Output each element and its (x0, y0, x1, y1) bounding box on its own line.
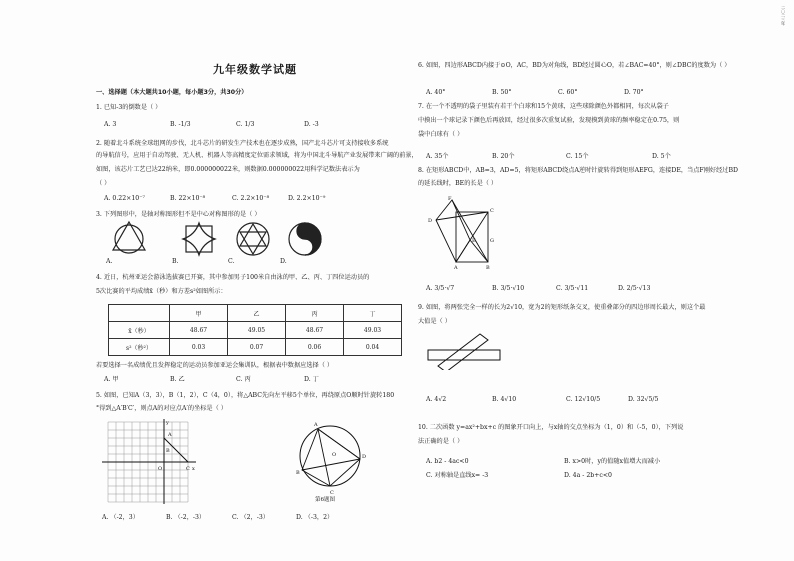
q5-line: 5. 如图，已知A（3，3），B（1，2），C（4，0），将△ABC先向左平移5个单位，再绕原点O顺时针旋转180 (96, 392, 395, 399)
table-row (109, 322, 402, 339)
q7-option-d: D. 5个 (652, 153, 671, 160)
fig-label-d: D (362, 454, 366, 460)
fig-label-c: C (490, 208, 494, 214)
page-title: 九年级数学试题 (213, 63, 297, 76)
q7-option-c: C. 15个 (566, 153, 589, 160)
q2-line: 2. 随着北斗系统全球组网的步伐，北斗芯片的研发生产技术也在逐步成熟，国产北斗芯片可支持接收多系统 (96, 140, 389, 147)
q6-text: 6. 如图，四边形ABCD内接于⊙O，AC，BD为对角线，BD经过圆心O，若∠BAC=40°，则∠DBC的度数为（ ） (418, 62, 731, 69)
q4-option-b: B. 乙 (170, 376, 185, 383)
q9-option-b: B. 4√10 (492, 396, 517, 403)
q6-figure-caption: 第6题图 (315, 497, 335, 503)
q9-strips-figure (424, 330, 504, 370)
table-cell: 49.03 (344, 322, 402, 339)
fig-label-b: B (296, 470, 300, 476)
q3-option-b: B. (172, 258, 179, 265)
q4-followup: 若要选择一名成绩优且发挥稳定的运动员参加亚运会集训队，根据表中数据应选择（ ） (96, 362, 334, 369)
q4-line: 4. 近日，杭州亚运会游泳选拔赛已开赛，其中参加男子100米自由泳的甲、乙、丙、丁四位运动员的 (96, 274, 370, 281)
fig-label-d: D (428, 218, 433, 224)
table-cell: 0.04 (344, 339, 402, 356)
q3-text: 3. 下列图形中，是轴对称图形但不是中心对称图形的是（ ） (96, 211, 261, 218)
table-cell: 0.03 (170, 339, 228, 356)
q8-option-d: D. 2/5·√13 (618, 285, 651, 292)
q6-option-d: D. 70° (624, 89, 644, 96)
q2-option-c: C. 2.2×10⁻⁸ (232, 195, 270, 202)
q3-fig-d (289, 223, 321, 255)
fig-label-o: O (332, 452, 337, 458)
q3-figures (110, 220, 340, 262)
section-heading: 一、选择题（本大题共10小题，每小题3分，共30分） (96, 89, 248, 96)
side-note: 二〇二三年 (781, 5, 785, 26)
q5-option-c: C. （2，-3） (232, 514, 269, 521)
q8-line: 的延长线时，BE的长是（ ） (418, 180, 498, 187)
fig-label-g: G (490, 238, 494, 244)
table-header (109, 305, 170, 322)
fig-label-f: F (448, 196, 452, 202)
q3-option-a: A. (106, 258, 113, 265)
q8-option-c: C. 3/5·√11 (556, 285, 589, 292)
q7-option-b: B. 20个 (492, 153, 515, 160)
q6-circle-figure (294, 416, 366, 496)
table-row (109, 305, 402, 322)
table-cell: 49.05 (228, 322, 286, 339)
q8-option-a: A. 3/5·√7 (426, 285, 455, 292)
q4-option-a: A. 甲 (104, 376, 119, 383)
q9-option-d: D. 32√5/5 (628, 396, 659, 403)
q1-option-d: D. -3 (304, 121, 319, 128)
table-header: 乙 (228, 305, 286, 322)
q4-option-d: D. 丁 (304, 376, 319, 383)
q10-line: 法正确的是（ ） (418, 438, 464, 445)
q10-option-c: C. 对称轴是直线x= -3 (426, 472, 489, 479)
table-cell: s²（秒²） (109, 339, 170, 356)
fig-label-b: B (166, 448, 170, 454)
fig-label-y: y (166, 420, 169, 426)
fig-label-e: E (472, 238, 476, 244)
q8-line: 8. 在矩形ABCD中，AB=3，AD=5，将矩形ABCD绕点A逆时针旋转得到矩形AEFG，连接DE，当点F刚好经过BD (418, 167, 738, 174)
q7-option-a: A. 35个 (426, 153, 449, 160)
fig-label-a: A (168, 432, 172, 438)
table-cell: 48.67 (286, 322, 344, 339)
q2-option-d: D. 2.2×10⁻⁹ (288, 195, 326, 202)
q3-option-c: C. (228, 258, 235, 265)
fig-label-c: C (186, 466, 190, 472)
q9-option-a: A. 4√2 (426, 396, 447, 403)
q2-line: 的导航信号，应用于自动驾驶、无人机、机器人等高精度定位需求领域，将为中国北斗导航产业发展带来广阔的前景， (96, 152, 418, 159)
q3-fig-c (237, 223, 269, 255)
q4-line: 5次比赛的平均成绩x̄（秒）和方差s²如图所示： (96, 288, 227, 295)
table-header: 丁 (344, 305, 402, 322)
q4-option-c: C. 丙 (236, 376, 251, 383)
q10-option-d: D. 4a - 2b+c<0 (564, 472, 612, 479)
q8-option-b: B. 3/5·√10 (492, 285, 525, 292)
fig-label-c: C (330, 490, 334, 496)
q2-line: （ ） (96, 180, 111, 187)
q10-line: 10. 二次函数 y=ax²+bx+c 的图象开口向上，与x轴的交点坐标为（1，0）和（-5，0），下列说 (418, 424, 684, 431)
table-row (109, 339, 402, 356)
q6-option-c: C. 60° (558, 89, 578, 96)
fig-label-x: x (192, 466, 195, 472)
q2-line: 如图，该芯片工艺已达22纳米，即0.000000022米，则数据0.000000022用科学记数法表示为 (96, 166, 360, 173)
table-cell: 0.06 (286, 339, 344, 356)
q3-fig-b (183, 223, 215, 255)
fig-label-a: A (454, 265, 458, 270)
q9-option-c: C. 12√10/5 (566, 396, 601, 403)
q7-line: 袋中白球有（ ） (418, 131, 464, 138)
q9-line: 大值是（ ） (418, 318, 451, 325)
q2-option-a: A. 0.22×10⁻⁷ (104, 195, 145, 202)
fig-label-a: A (314, 422, 318, 428)
q10-option-b: B. x>0时，y的值随x值增大而减小 (564, 458, 661, 465)
q7-line: 7. 在一个不透明的袋子里装有若干个白球和15个黄球，这些球除颜色外都相同，每次从袋子 (418, 103, 669, 110)
q6-option-b: B. 50° (492, 89, 512, 96)
q5-grid-figure (100, 418, 200, 506)
q3-fig-a (113, 222, 145, 253)
table-cell: 48.67 (170, 322, 228, 339)
q1-text: 1. 已知-3的倒数是（ ） (96, 104, 162, 111)
fig-label-b: B (486, 265, 490, 270)
table-cell: x̄（秒） (109, 322, 170, 339)
q5-option-d: D. （-3，2） (296, 514, 334, 521)
q1-option-a: A. 3 (104, 121, 117, 128)
q3-option-d: D. (280, 258, 287, 265)
table-cell: 0.07 (228, 339, 286, 356)
q2-option-b: B. 22×10⁻⁸ (170, 195, 206, 202)
table-header: 甲 (170, 305, 228, 322)
q5-option-b: B. （-2，-3） (166, 514, 206, 521)
q1-option-c: C. 1/3 (236, 121, 255, 128)
q6-option-a: A. 40° (426, 89, 446, 96)
q5-option-a: A. （-2，3） (102, 514, 139, 521)
q7-line: 中摸出一个球记录下颜色后再放回，经过很多次重复试验，发现摸到黄球的频率稳定在0.75，则 (418, 117, 680, 124)
q5-line: °得到△A′B′C′，则点A的对应点A′的坐标是（ ） (96, 405, 227, 412)
q9-line: 9. 如图，将两张完全一样的长为2√10，宽为2的矩形纸条交叉，使重叠部分的四边形周长最大，则这个最 (418, 304, 706, 311)
q4-table (108, 304, 402, 356)
table-header: 丙 (286, 305, 344, 322)
q8-rectangle-figure (424, 194, 500, 270)
fig-label-origin: O (158, 466, 163, 472)
q10-option-a: A. b2 - 4ac<0 (426, 458, 469, 465)
q1-option-b: B. -1/3 (170, 121, 191, 128)
